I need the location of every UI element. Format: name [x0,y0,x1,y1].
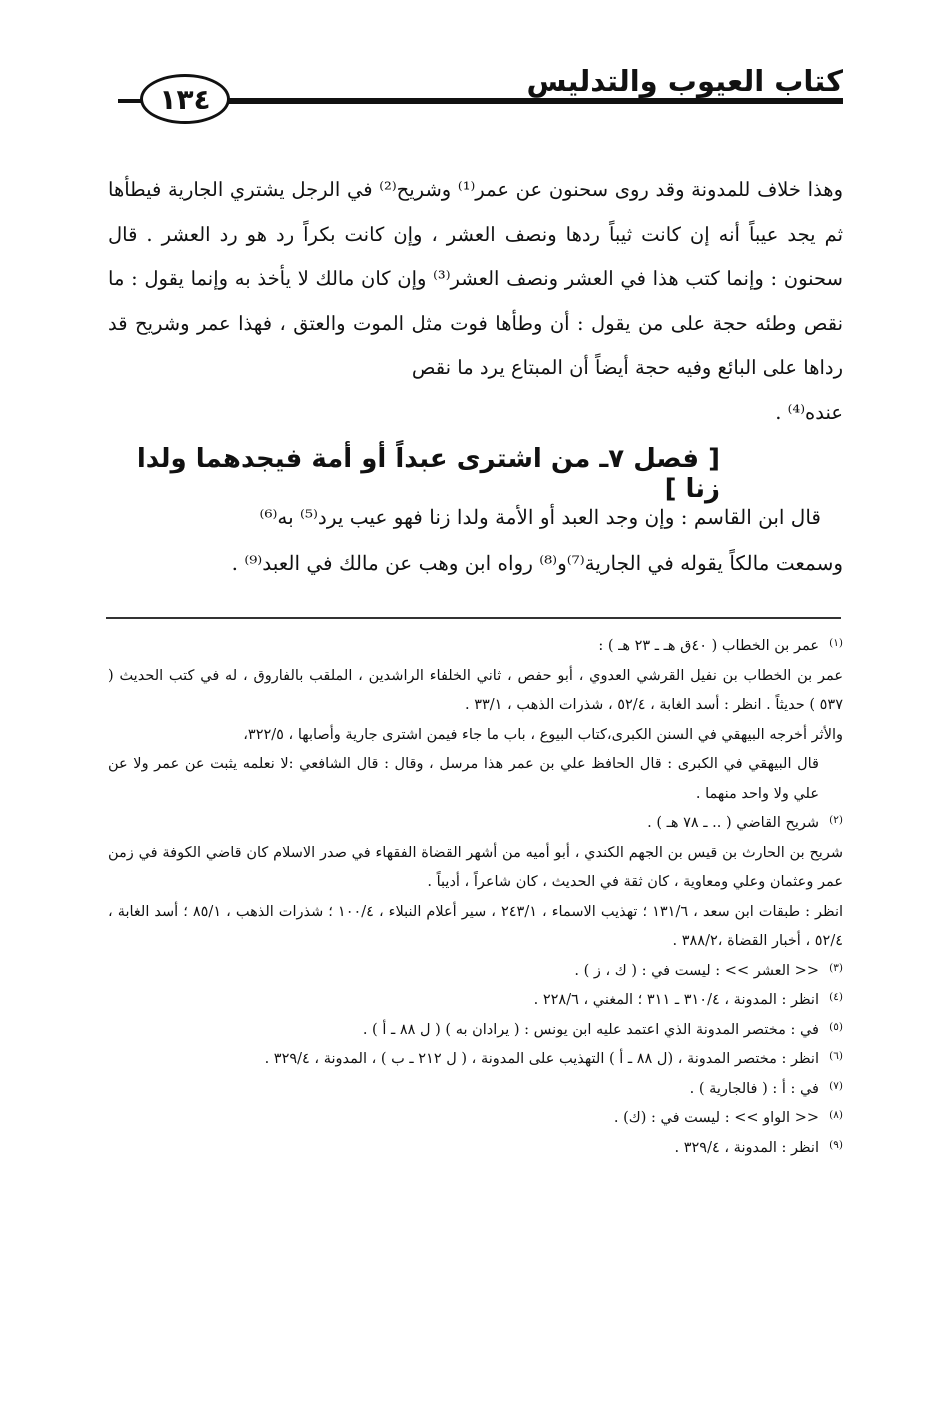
footnote-text: قال البيهقي في الكبرى : قال الحافظ علي بن عمر هذا مرسل ، وقال : قال الشافعي :لا نعلمه يثبت عن عمر ولا عن علي ولا واحد منهما . [108,756,819,802]
footnote-text: شريح بن الحارث بن قيس بن الجهم الكندي ، أبو أميه من أشهر القضاة الفقهاء في صدر الاسلام كان قاضي الكوفة في زمن عمر وعثمان وعلي ومعاوية ، كان ثقة في الحديث ، كان شاعراً ، أديباً . [108,844,843,890]
footnote-text: << العشر >> : ليست في : ( ك ، ز ) . [574,962,819,979]
footnote-1 [108,632,843,662]
footnote-text: عمر بن الخطاب بن نفيل القرشي العدوي ، أبو حفص ، ثاني الخلفاء الراشدين ، الملقب بالفاروق ، له في كتب الحديث ( ٥٣٧ ) حديثاً . انظر : أسد الغابة ، ٥٢/٤ ، شذرات الذهب ، ٣٣/١ . [108,667,843,713]
paragraph-text: وهذا خلاف للمدونة وقد روى سحنون عن عمر⁽¹⁾ وشريح⁽²⁾ في الرجل يشتري الجارية فيطأها ثم يجد عيباً أنه إن كانت ثيباً ردها ونصف العشر ، وإن كانت بكراً رد هو رد العشر . قال سحنون : وإنما كتب هذا في العشر ونصف العشر⁽³⁾ وإن كان مالك لا يأخذ به وإنما يقول : ما نقص وطئه حجة على من يقول : أن وطأها فوت مثل الموت والعتق ، فهذا عمر وشريح قد رداها على البائع وفيه حجة أيضاً أن المبتاع يرد ما نقص [108,178,844,379]
footnote-text: في : أ : ( فالجارية ) . [689,1080,819,1097]
footnote-5 [108,1016,843,1046]
section-heading: [ فصل ٧ـ من اشترى عبداً أو أمة فيجدهما ولدا زنا ] [136,444,720,504]
footnote-7 [108,1075,843,1105]
footnote-marker: (٧) [829,1079,843,1092]
footnote-2 [108,809,843,839]
footnote-marker: (٣) [829,961,843,974]
book-title: كتاب العيوب والتدليس [526,64,843,98]
footnote-marker: (٢) [829,814,843,826]
header-rule [218,98,843,104]
section-body [108,494,843,586]
footnote-marker: (٦) [829,1050,843,1062]
footnote-marker: (٥) [829,1020,843,1033]
footnote-marker: (٨) [829,1109,843,1121]
footnote-6 [108,1045,843,1075]
footnote-text: انظر : طبقات ابن سعد ، ١٣١/٦ ؛ تهذيب الاسماء ، ٢٤٣/١ ، سير أعلام النبلاء ، ١٠٠/٤ ؛ شذرات الذهب ، ٨٥/١ ؛ أسد الغابة ، ٥٢/٤ ، أخبار القضاة ،٣٨٨/٢ . [108,903,844,949]
footnote-text: في : مختصر المدونة الذي اعتمد عليه ابن يونس : ( يرادان به ) ( ل ٨٨ ـ أ ) . [362,1021,819,1038]
footnote-marker: (٤) [829,991,843,1003]
footnote-marker: (٩) [829,1138,843,1151]
footnote-title: شريح القاضي ( .. ـ ٧٨ هـ ) . [647,815,819,831]
footnote-text: والأثر أخرجه البيهقي في السنن الكبرى،كتاب البيوع ، باب ما جاء فيمن اشترى جارية وأصابها ، ٣٢٢/٥، [243,726,843,743]
footnote-title: عمر بن الخطاب ( ٤٠ق هـ ـ ٢٣ هـ ) : [598,638,819,654]
paragraph-last-line: عنده⁽⁴⁾ . [775,400,843,424]
footnotes [108,632,843,1163]
footnote-separator [106,617,841,619]
footnote-8 [108,1104,843,1134]
footnote-text: انظر : مختصر المدونة ، (ل ٨٨ ـ أ ) التهذيب على المدونة ، ( ل ٢١٢ ـ ب ) ، المدونة ، ٣٢٩/٤ . [264,1051,819,1067]
footnote-text: انظر : المدونة ، ٣١٠/٤ ـ ٣١١ ؛ المغني ، ٢٢٨/٦ . [533,992,819,1008]
page-number: ١٣٤ [140,74,230,124]
footnote-text: انظر : المدونة ، ٣٢٩/٤ . [674,1139,819,1156]
footnote-4 [108,986,843,1016]
footnote-text: << الواو >> : ليست في : (ك) . [613,1110,819,1126]
main-paragraph [108,168,843,435]
footnote-3 [108,957,843,987]
section-line: وسمعت مالكاً يقوله في الجارية⁽⁷⁾و⁽⁸⁾ رواه ابن وهب عن مالك في العبد⁽⁹⁾ . [231,551,843,575]
footnote-marker: (١) [829,637,843,649]
page-header [118,62,843,122]
footnote-9 [108,1134,843,1164]
section-line: قال ابن القاسم : وإن وجد العبد أو الأمة ولدا زنا فهو عيب يرد⁽⁵⁾ به⁽⁶⁾ [259,505,821,529]
